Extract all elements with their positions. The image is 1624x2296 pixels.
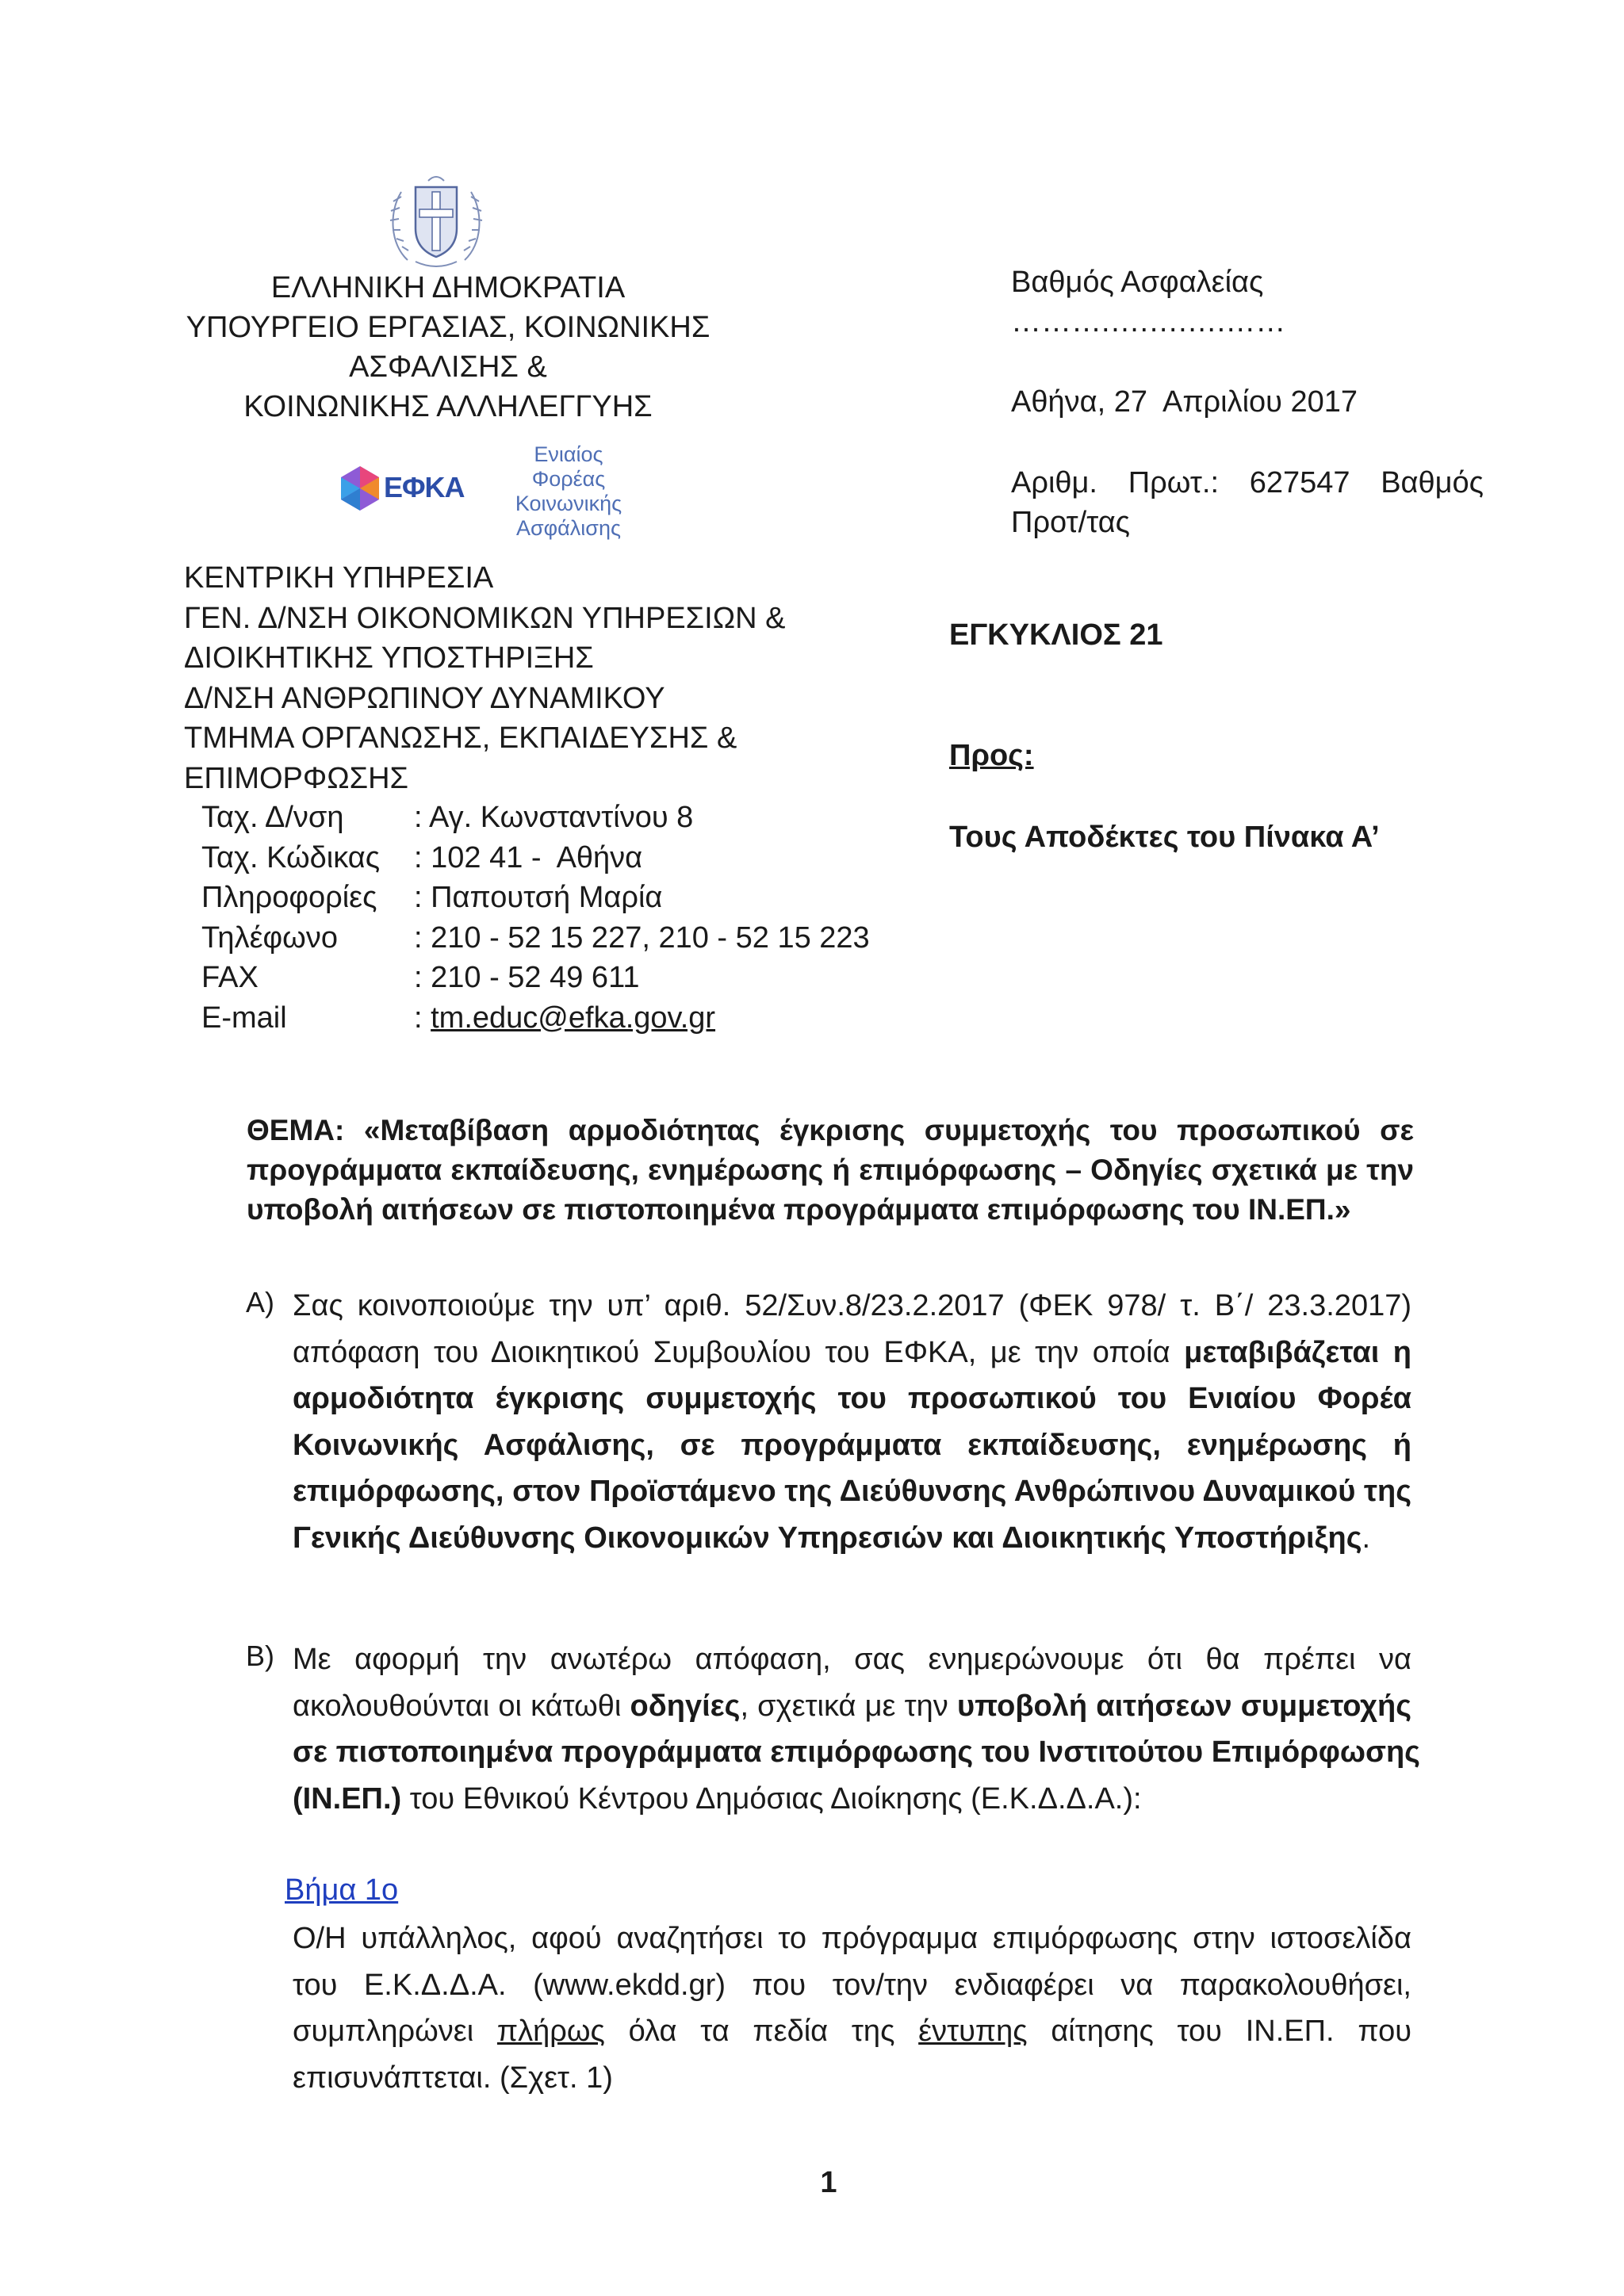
step-1-line-3-e: αίτησης του ΙΝ.ΕΠ. που (1027, 2015, 1411, 2048)
republic-title: ΕΛΛΗΝΙΚΗ ΔΗΜΟΚΡΑΤΙΑ (270, 271, 626, 304)
contact-label: FAX (201, 961, 259, 994)
section-b-body (293, 1636, 1420, 1822)
contact-row-info (201, 878, 883, 918)
step-1-line-3 (293, 2008, 1411, 2055)
security-dots: ……….….….….…… (1011, 305, 1286, 339)
ministry-line-2: ΑΣΦΑΛΙΣΗΣ & (349, 350, 547, 384)
efka-caption-line-4: Ασφάλισης (516, 516, 621, 540)
coat-of-arms-emblem (384, 173, 488, 271)
to-label: Προς: (949, 739, 1034, 772)
step-1-body (293, 1915, 1411, 2101)
contact-label: E-mail (201, 1001, 287, 1035)
section-b-line-2-b: οδηγίες (630, 1689, 741, 1723)
contact-row-email (201, 998, 883, 1039)
contact-label: Πληροφορίες (201, 881, 377, 914)
section-a-body (293, 1283, 1411, 1561)
contact-value: : 102 41 - Αθήνα (414, 840, 643, 874)
contact-value: : Παπουτσή Μαρία (414, 881, 663, 914)
section-b-line-4-bold: (ΙΝ.ΕΠ.) (293, 1781, 402, 1816)
ministry-line-1: ΥΠΟΥΡΓΕΙΟ ΕΡΓΑΣΙΑΣ, ΚΟΙΝΩΝΙΚΗΣ (186, 311, 710, 344)
protocol-number: 627547 (1249, 466, 1350, 499)
contact-row-phone (201, 918, 883, 959)
section-a-line-4: Κοινωνικής Ασφάλισης, σε προγράμματα εκπαίδευσης, ενημέρωσης ή (293, 1428, 1411, 1462)
step-1-line-3-c: όλα τα πεδία της (604, 2015, 919, 2048)
section-a-marker: A) (246, 1286, 274, 1318)
subject-line-2: προγράμματα εκπαίδευσης, ενημέρωσης ή επιμόρφωσης – Οδηγίες σχετικά με την (247, 1154, 1414, 1186)
section-a-line-6-end: . (1362, 1521, 1371, 1555)
section-b-line-4 (293, 1776, 1411, 1823)
section-b-line-4-rest: του Εθνικού Κέντρου Δημόσιας Διοίκησης (Ε.Κ.Δ.Δ.Α.): (401, 1781, 1142, 1816)
step-1-line-4: επισυνάπτεται. (Σχετ. 1) (293, 2061, 613, 2095)
contact-label: Τηλέφωνο (201, 920, 338, 955)
section-a-line-2 (293, 1330, 1411, 1376)
email-link[interactable]: tm.educ@efka.gov.gr (431, 1001, 716, 1035)
step-1-line-3-a: συμπληρώνει (293, 2015, 497, 2048)
efka-logo (339, 463, 465, 515)
section-b-line-2 (293, 1683, 1411, 1730)
section-a-line-6-bold: Γενικής Διεύθυνσης Οικονομικών Υπηρεσιών και Διοικητικής Υποστήριξης (293, 1521, 1362, 1555)
efka-caption-line-3: Κοινωνικής (515, 492, 622, 515)
contact-row-fax (201, 958, 883, 998)
contact-value: : 210 - 52 15 227, 210 - 52 15 223 (414, 920, 870, 955)
contact-value: : Αγ. Κωνσταντίνου 8 (414, 801, 694, 834)
contact-value (414, 998, 715, 1039)
section-b-line-2-c: , σχετικά με την (740, 1689, 957, 1723)
protocol-line (1011, 463, 1484, 503)
unit-line-2: ΓΕΝ. Δ/ΝΣΗ ΟΙΚΟΝΟΜΙΚΩΝ ΥΠΗΡΕΣΙΩΝ & (184, 601, 786, 635)
protocol-line-2: Προτ/τας (1011, 506, 1130, 539)
section-a-line-1: Σας κοινοποιούμε την υπ’ αριθ. 52/Συν.8/23.2.2017 (ΦΕΚ 978/ τ. Β΄/ 23.3.2017) (293, 1289, 1411, 1322)
step-1-title[interactable]: Βήμα 1ο (285, 1873, 399, 1907)
unit-line-1: ΚΕΝΤΡΙΚΗ ΥΠΗΡΕΣΙΑ (184, 561, 494, 595)
efka-caption-line-1: Ενιαίος (534, 442, 603, 466)
unit-block (184, 558, 787, 798)
contact-label: Ταχ. Δ/νση (201, 801, 344, 834)
subject-line-3: υποβολή αιτήσεων σε πιστοποιημένα προγράμματα επιμόρφωσης του ΙΝ.ΕΠ.» (247, 1193, 1351, 1226)
section-b-line-3: σε πιστοποιημένα προγράμματα επιμόρφωσης του Ινστιτούτου Επιμόρφωσης (293, 1735, 1420, 1769)
contact-label: Ταχ. Κώδικας (201, 840, 381, 874)
email-prefix: : (414, 1001, 431, 1035)
section-b-line-1: Με αφορμή την ανωτέρω απόφαση, σας ενημερώνουμε ότι θα πρέπει να (293, 1643, 1411, 1676)
ministry-line-3: ΚΟΙΝΩΝΙΚΗΣ ΑΛΛΗΛΕΓΓΥΗΣ (243, 390, 653, 423)
subject-line-1: ΘΕΜΑ: «Μεταβίβαση αρμοδιότητας έγκρισης συμμετοχής του προσωπικού σε (247, 1114, 1414, 1146)
section-b-marker: B) (246, 1640, 274, 1672)
section-b-line-2-d: υποβολή αιτήσεων συμμετοχής (956, 1689, 1411, 1723)
security-label: Βαθμός Ασφαλείας (1011, 266, 1264, 299)
step-1-line-3-d: έντυπης (918, 2015, 1028, 2048)
section-a-line-2-bold: μεταβιβάζεται η (1184, 1335, 1411, 1369)
section-a-line-6 (293, 1515, 1411, 1562)
unit-line-6: ΕΠΙΜΟΡΦΩΣΗΣ (184, 761, 409, 795)
section-b-line-2-a: ακολουθούνται οι κάτωθι (293, 1689, 630, 1723)
protocol-word-2: Πρωτ.: (1128, 466, 1220, 499)
contact-row-address (201, 798, 883, 838)
protocol-word-1: Αριθμ. (1011, 466, 1097, 499)
circular-number: ΕΓΚΥΚΛΙΟΣ 21 (949, 618, 1163, 652)
step-1-line-1: Ο/Η υπάλληλος, αφού αναζητήσει το πρόγραμμα επιμόρφωσης στην ιστοσελίδα (293, 1922, 1411, 1955)
step-1-line-2: του Ε.Κ.Δ.Δ.Α. (www.ekdd.gr) που τον/την ενδιαφέρει να παρακολουθήσει, (293, 1968, 1411, 2002)
section-a-line-3: αρμοδιότητα έγκρισης συμμετοχής του προσωπικού του Ενιαίου Φορέα (293, 1382, 1411, 1415)
contact-row-postcode (201, 838, 883, 878)
step-1-line-3-b: πλήρως (496, 2015, 605, 2048)
section-a-line-5: επιμόρφωσης, στον Προϊστάμενο της Διεύθυνσης Ανθρώπινου Δυναμικού της (293, 1475, 1411, 1508)
subject-block (247, 1111, 1414, 1230)
unit-line-4: Δ/ΝΣΗ ΑΝΘΡΩΠΙΝΟΥ ΔΥΝΑΜΙΚΟΥ (184, 681, 665, 715)
efka-caption (490, 442, 647, 541)
efka-hexagon-icon (339, 465, 381, 512)
contact-block (201, 798, 883, 1038)
efka-caption-line-2: Φορέας (531, 467, 606, 491)
page-number: 1 (820, 2166, 837, 2199)
section-a-line-2-text: απόφαση του Διοικητικού Συμβουλίου του ΕΦΚΑ, με την οποία (293, 1335, 1185, 1369)
recipients: Τους Αποδέκτες του Πίνακα Α’ (949, 821, 1380, 854)
unit-line-3: ΔΙΟΙΚΗΤΙΚΗΣ ΥΠΟΣΤΗΡΙΞΗΣ (184, 641, 594, 675)
unit-line-5: ΤΜΗΜΑ ΟΡΓΑΝΩΣΗΣ, ΕΚΠΑΙΔΕΥΣΗΣ & (184, 721, 737, 755)
contact-value: : 210 - 52 49 611 (414, 961, 640, 994)
protocol-word-4: Βαθμός (1381, 466, 1484, 499)
place-date: Αθήνα, 27 Απριλίου 2017 (1011, 385, 1358, 419)
efka-logo-text: ΕΦΚΑ (384, 471, 465, 503)
